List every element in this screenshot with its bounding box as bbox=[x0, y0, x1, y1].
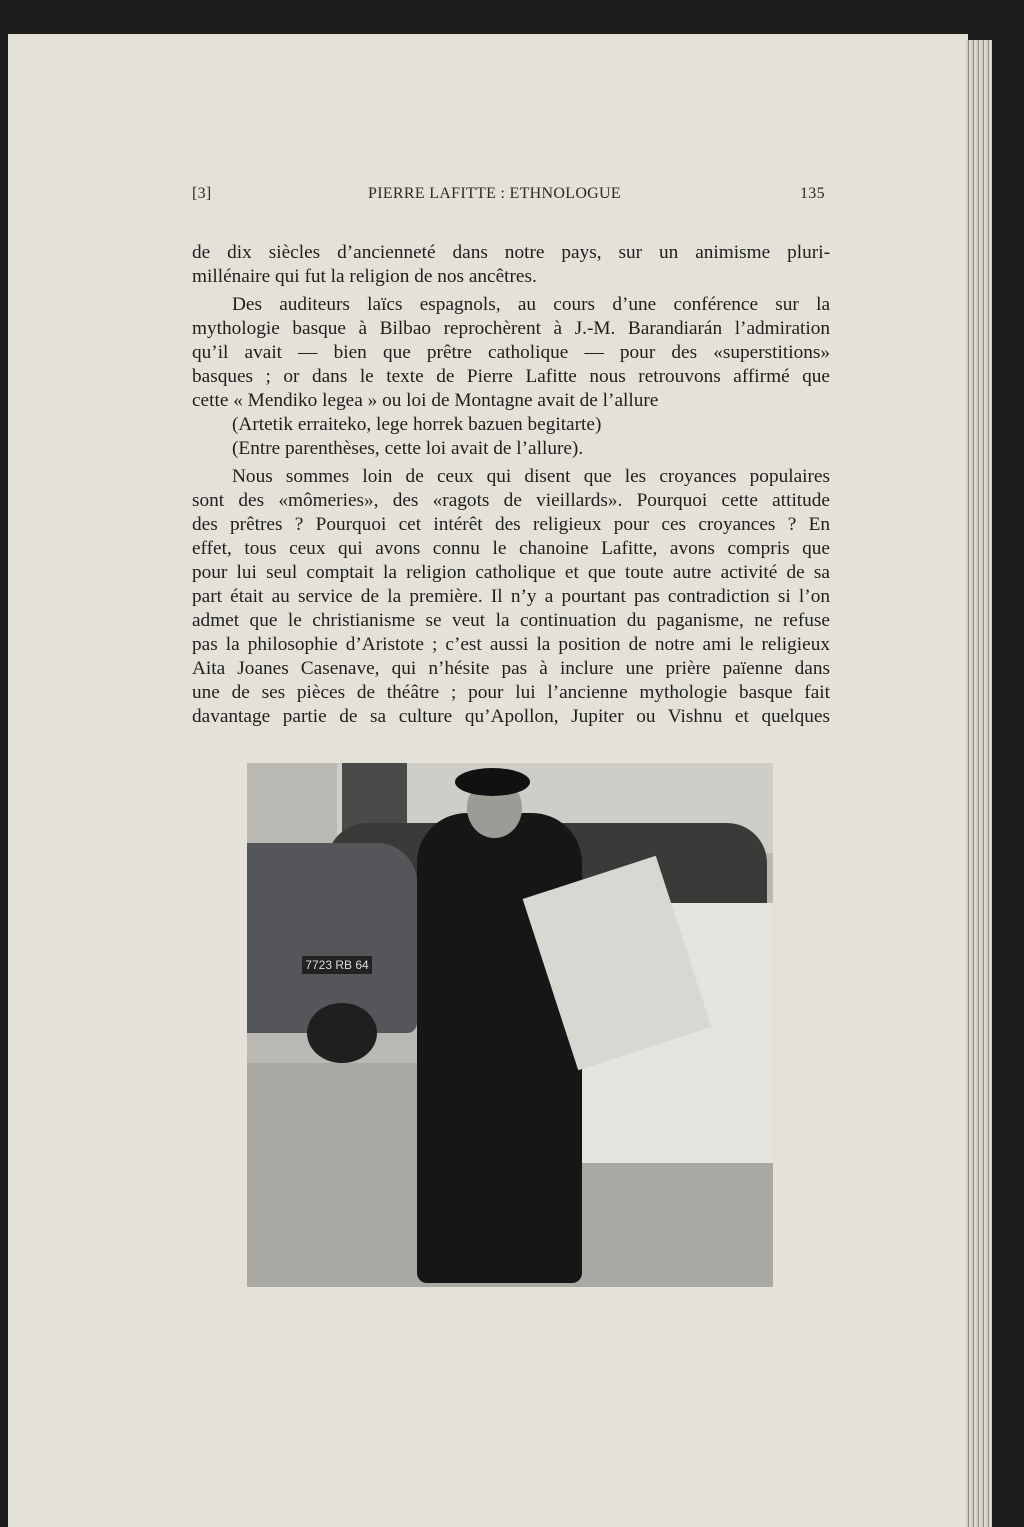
section-number: [3] bbox=[192, 185, 212, 202]
text-line: de dix siècles d’ancienneté dans notre pays, sur un animisme pluri- bbox=[192, 242, 830, 263]
text-line: part était au service de la première. Il n’y a pourtant pas contradiction si l’on bbox=[192, 586, 830, 607]
photograph-priest-reading-newspaper bbox=[247, 763, 773, 1287]
page-number: 135 bbox=[800, 185, 825, 202]
text-line: (Artetik erraiteko, lege horrek bazuen begitarte) bbox=[232, 414, 602, 435]
beret bbox=[455, 768, 530, 796]
text-line: une de ses pièces de théâtre ; pour lui l’ancienne mythologie basque fait bbox=[192, 682, 830, 703]
text-line: davantage partie de sa culture qu’Apollon, Jupiter ou Vishnu et quelques bbox=[192, 706, 830, 727]
text-line: admet que le christianisme se veut la continuation du paganisme, ne refuse bbox=[192, 610, 830, 631]
text-line: sont des «mômeries», des «ragots de vieillards». Pourquoi cette attitude bbox=[192, 490, 830, 511]
car-wheel bbox=[307, 1003, 377, 1063]
text-line: cette « Mendiko legea » ou loi de Montagne avait de l’allure bbox=[192, 390, 659, 411]
text-line: millénaire qui fut la religion de nos ancêtres. bbox=[192, 266, 537, 287]
running-title: PIERRE LAFITTE : ETHNOLOGUE bbox=[368, 185, 621, 202]
text-line: Nous sommes loin de ceux qui disent que les croyances populaires bbox=[232, 466, 830, 487]
license-plate: 7723 RB 64 bbox=[302, 956, 372, 974]
page-edges bbox=[966, 40, 992, 1527]
text-line: effet, tous ceux qui avons connu le chanoine Lafitte, avons compris que bbox=[192, 538, 830, 559]
priest-cassock bbox=[417, 813, 582, 1283]
text-line: qu’il avait — bien que prêtre catholique — pour des «superstitions» bbox=[192, 342, 830, 363]
text-line: des prêtres ? Pourquoi cet intérêt des religieux pour ces croyances ? En bbox=[192, 514, 830, 535]
text-line: pas la philosophie d’Aristote ; c’est aussi la position de notre ami le religieux bbox=[192, 634, 830, 655]
text-line: (Entre parenthèses, cette loi avait de l’allure). bbox=[232, 438, 584, 459]
text-line: Des auditeurs laïcs espagnols, au cours d’une conférence sur la bbox=[232, 294, 830, 315]
text-line: pour lui seul comptait la religion catholique et que toute autre activité de sa bbox=[192, 562, 830, 583]
text-line: basques ; or dans le texte de Pierre Lafitte nous retrouvons affirmé que bbox=[192, 366, 830, 387]
text-line: Aita Joanes Casenave, qui n’hésite pas à inclure une prière païenne dans bbox=[192, 658, 830, 679]
text-line: mythologie basque à Bilbao reprochèrent à J.-M. Barandiarán l’admiration bbox=[192, 318, 830, 339]
